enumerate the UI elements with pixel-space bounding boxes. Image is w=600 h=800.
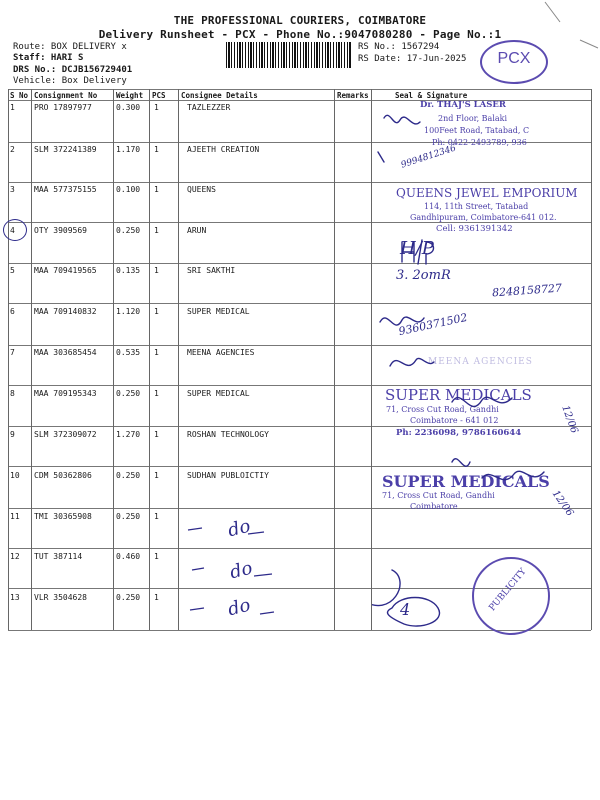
row-pcs: 1 <box>154 266 159 275</box>
company-title: THE PROFESSIONAL COURIERS, COIMBATORE <box>173 14 427 27</box>
seal-super2-line: Coimbatore <box>410 502 458 511</box>
vehicle-label: Vehicle: Box Delivery <box>13 76 127 86</box>
row-consignment: SLM 372309072 <box>34 430 97 439</box>
row-pcs: 1 <box>154 430 159 439</box>
col-weight: Weight <box>116 91 144 100</box>
seal-thajs-name: Dr. THAJ'S LASER <box>420 100 506 110</box>
row-consignee: MEENA AGENCIES <box>187 348 255 357</box>
row-consignment: MAA 709195343 <box>34 389 97 398</box>
route-label: Route: BOX DELIVERY x <box>13 42 127 52</box>
row-weight: 0.250 <box>116 512 141 521</box>
pcx-stamp-text: PCX <box>497 50 531 67</box>
row-weight: 1.120 <box>116 307 141 316</box>
col-remarks: Remarks <box>337 91 369 100</box>
row-weight: 0.135 <box>116 266 141 275</box>
row-weight: 0.535 <box>116 348 141 357</box>
row-weight: 0.250 <box>116 593 141 602</box>
row-pcs: 1 <box>154 307 159 316</box>
col-sno: S No <box>10 91 29 100</box>
row-weight: 0.100 <box>116 185 141 194</box>
row-consignment: CDM 50362806 <box>34 471 92 480</box>
row-pcs: 1 <box>154 389 159 398</box>
col-consignment: Consignment No <box>34 91 98 100</box>
row-sno: 5 <box>10 266 15 275</box>
row-consignment: SLM 372241389 <box>34 145 97 154</box>
handwritten-phone: 8248158727 <box>491 281 563 300</box>
row-sno: 4 <box>10 226 15 235</box>
row-weight: 0.460 <box>116 552 141 561</box>
ditto-mark: do <box>225 594 253 621</box>
row-consignment: TMI 30365908 <box>34 512 92 521</box>
row-pcs: 1 <box>154 185 159 194</box>
handwritten-phone: 9360371502 <box>397 310 469 339</box>
row-consignment: OTY 3909569 <box>34 226 87 235</box>
handwritten-number: 4 <box>400 600 411 619</box>
seal-queens-line: Gandhipuram, Coimbatore-641 012. <box>410 213 557 222</box>
row-sno: 2 <box>10 145 15 154</box>
handwritten-hp: H/P <box>400 238 434 259</box>
seal-meena: MEENA AGENCIES <box>428 357 533 367</box>
row-pcs: 1 <box>154 552 159 561</box>
row-weight: 1.170 <box>116 145 141 154</box>
row-pcs: 1 <box>154 471 159 480</box>
row-weight: 1.270 <box>116 430 141 439</box>
row-sno: 12 <box>10 552 20 561</box>
seal-queens-cell: Cell: 9361391342 <box>436 224 513 234</box>
row-consignee: TAZLEZZER <box>187 103 231 112</box>
handwritten-phone: 9994812346 <box>399 143 458 171</box>
corner-mark <box>540 0 600 50</box>
row4-circle-mark <box>3 219 27 241</box>
ditto-mark: do <box>227 557 255 584</box>
row-consignee: QUEENS <box>187 185 216 194</box>
row-pcs: 1 <box>154 103 159 112</box>
row-pcs: 1 <box>154 512 159 521</box>
row-consignment: MAA 709419565 <box>34 266 97 275</box>
row-sno: 6 <box>10 307 15 316</box>
signature-strokes <box>372 100 592 630</box>
row-consignment: TUT 387114 <box>34 552 83 561</box>
ditto-mark: do <box>225 515 253 542</box>
seal-queens-line: 114, 11th Street, Tatabad <box>424 202 529 211</box>
seal-super-line: 71, Cross Cut Road, Gandhi <box>386 405 499 414</box>
seal-super-name: SUPER MEDICALS <box>385 386 532 404</box>
seal-super-line: Coimbatore - 641 012 <box>410 416 499 425</box>
row-consignee: AJEETH CREATION <box>187 145 260 154</box>
runsheet-subtitle: Delivery Runsheet - PCX - Phone No.:9047080280 - Page No.:1 <box>98 28 502 41</box>
row-sno: 3 <box>10 185 15 194</box>
row-consignee: SUPER MEDICAL <box>187 389 250 398</box>
row-consignment: VLR 3504628 <box>34 593 87 602</box>
row-weight: 0.300 <box>116 103 141 112</box>
rs-no: RS No.: 1567294 <box>358 42 440 52</box>
row-consignee: ARUN <box>187 226 207 235</box>
drs-label: DRS No.: DCJB156729401 <box>13 65 133 75</box>
row-weight: 0.250 <box>116 226 141 235</box>
publicity-seal-text: PUBLICITY <box>487 566 529 614</box>
pcx-stamp <box>480 40 548 84</box>
row-sno: 13 <box>10 593 20 602</box>
handwritten-name: 3. 2omR <box>396 268 451 283</box>
row-consignment: MAA 303685454 <box>34 348 97 357</box>
row-consignee: ROSHAN TECHNOLOGY <box>187 430 269 439</box>
row-sno: 7 <box>10 348 15 357</box>
seal-super2-line: 71, Cross Cut Road, Gandhi <box>382 491 495 500</box>
row-weight: 0.250 <box>116 389 141 398</box>
row-sno: 10 <box>10 471 20 480</box>
staff-label: Staff: HARI S <box>13 53 84 63</box>
row-pcs: 1 <box>154 593 159 602</box>
row-consignment: MAA 577375155 <box>34 185 97 194</box>
rs-date: RS Date: 17-Jun-2025 <box>358 54 467 64</box>
row-consignment: PRO 17897977 <box>34 103 92 112</box>
col-pcs: PCS <box>152 91 166 100</box>
seal-thajs-line: 100Feet Road, Tatabad, C <box>424 126 530 135</box>
row-sno: 8 <box>10 389 15 398</box>
seal-thajs-line: 2nd Floor, Balaki <box>438 114 508 123</box>
row-consignment: MAA 709140832 <box>34 307 97 316</box>
handwritten-date: 12/06 <box>559 404 580 435</box>
row-sno: 11 <box>10 512 20 521</box>
barcode <box>226 42 352 68</box>
row-weight: 0.250 <box>116 471 141 480</box>
seal-super2-name: SUPER MEDICALS <box>382 472 550 491</box>
row-pcs: 1 <box>154 348 159 357</box>
row-consignee: SRI SAKTHI <box>187 266 236 275</box>
row-sno: 1 <box>10 103 15 112</box>
row-pcs: 1 <box>154 226 159 235</box>
seal-thajs-phone: Ph: 0422-2493789, 936 <box>432 138 527 147</box>
col-seal: Seal & Signature <box>395 91 468 100</box>
seal-super-phone: Ph: 2236098, 9786160644 <box>396 428 522 438</box>
col-consignee: Consignee Details <box>181 91 258 100</box>
seal-queens-name: QUEENS JEWEL EMPORIUM <box>396 186 578 200</box>
row-consignee: SUPER MEDICAL <box>187 307 250 316</box>
row-sno: 9 <box>10 430 15 439</box>
row-consignee: SUDHAN PUBLOICTIY <box>187 471 269 480</box>
handwritten-date: 12/06 <box>549 488 576 519</box>
row-pcs: 1 <box>154 145 159 154</box>
table-top-line <box>8 89 591 90</box>
ditto-strokes <box>178 500 334 630</box>
